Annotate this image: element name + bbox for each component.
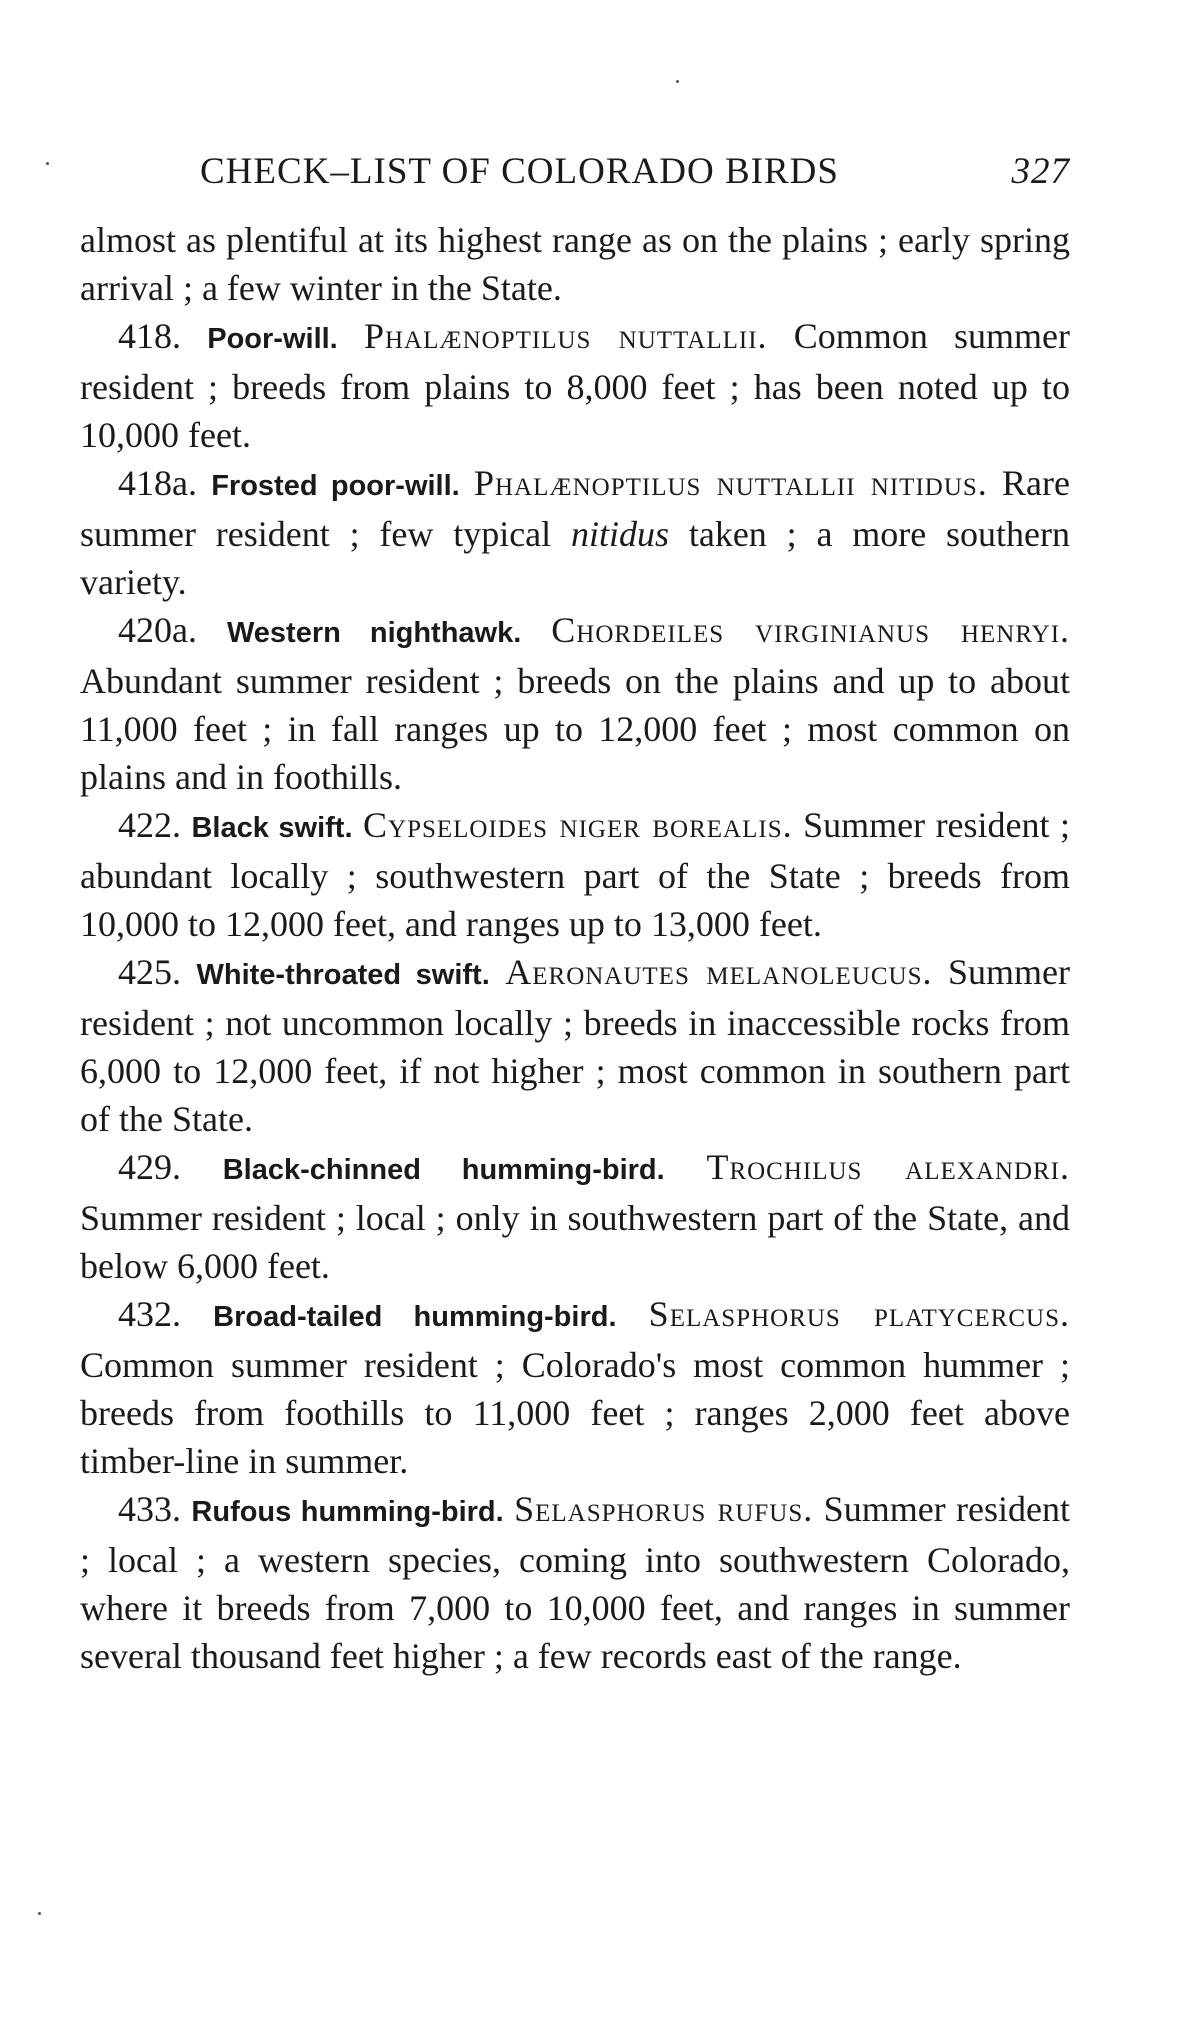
page-title: CHECK–LIST OF COLORADO BIRDS xyxy=(200,151,839,192)
species-entry-418 xyxy=(80,312,1070,459)
page-number: 327 xyxy=(1011,151,1070,192)
ink-speck xyxy=(676,80,679,83)
scientific-name: Cypseloides niger borealis. xyxy=(363,805,793,845)
italic-term: nitidus xyxy=(571,514,670,554)
species-entry-433 xyxy=(80,1485,1070,1680)
species-entry-420a xyxy=(80,606,1070,801)
continued-paragraph xyxy=(80,216,1070,312)
entry-description: Summer resident ; local ; only in southwestern part of the State, and below 6,000 feet. xyxy=(80,1198,1070,1286)
common-name: Western nighthawk. xyxy=(226,617,522,649)
entry-description-cont: taken ; a more southern variety. xyxy=(80,514,1071,602)
entry-number: 432. xyxy=(118,1294,181,1334)
common-name: Broad-tailed humming-bird. xyxy=(213,1301,617,1333)
scientific-name: Phalænoptilus nuttallii nitidus. xyxy=(473,463,988,503)
species-entry-418a xyxy=(80,459,1070,606)
intro-text: almost as plentiful at its highest range as on the plains ; early spring arrival ; a few winter in the State. xyxy=(80,220,1070,308)
common-name: Frosted poor-will. xyxy=(211,470,460,502)
common-name: White-throated swift. xyxy=(196,959,490,991)
species-entry-432 xyxy=(80,1290,1070,1485)
ink-speck xyxy=(38,1912,41,1915)
species-entry-425 xyxy=(80,948,1070,1143)
common-name: Black-chinned humming-bird. xyxy=(222,1154,665,1186)
common-name: Black swift. xyxy=(191,812,353,844)
entry-description: Abundant summer resident ; breeds on the plains and up to about 11,000 feet ; in fall ranges up to 12,000 feet ; most common on plains and in foothills. xyxy=(80,661,1070,797)
scientific-name: Chordeiles virginianus henryi. xyxy=(551,610,1071,650)
book-page xyxy=(80,150,1070,1680)
scientific-name: Trochilus alexandri. xyxy=(706,1147,1070,1187)
entry-description: Summer resident ; abundant locally ; southwestern part of the State ; breeds from 10,000 to 12,000 feet, and ranges up to 13,000 feet. xyxy=(80,805,1071,944)
common-name: Poor-will. xyxy=(207,323,338,355)
scientific-name: Selasphorus platycercus. xyxy=(648,1294,1071,1334)
entry-number: 425. xyxy=(118,952,181,992)
running-head xyxy=(80,150,1070,206)
entry-number: 429. xyxy=(118,1147,181,1187)
entry-description: Summer resident ; not uncommon locally ; breeds in inaccessible rocks from 6,000 to 12,000 feet, if not higher ; most common in southern part of the State. xyxy=(80,952,1071,1139)
entry-number: 420a. xyxy=(118,610,197,650)
species-entry-422 xyxy=(80,801,1070,948)
entry-description: Summer resident ; local ; a western species, coming into southwestern Colorado, where it breeds from 7,000 to 10,000 feet, and ranges in summer several thousand feet higher ; a few records east of the range. xyxy=(80,1489,1071,1676)
species-entry-429 xyxy=(80,1143,1070,1290)
entry-number: 433. xyxy=(118,1489,181,1529)
entry-description: Common summer resident ; Colorado's most common hummer ; breeds from foothills to 11,000 feet ; ranges 2,000 feet above timber-line in summer. xyxy=(80,1345,1070,1481)
entry-number: 418a. xyxy=(118,463,197,503)
scientific-name: Selasphorus rufus. xyxy=(514,1489,814,1529)
entry-number: 418. xyxy=(118,316,181,356)
scientific-name: Phalænoptilus nuttallii. xyxy=(363,316,768,356)
entry-number: 422. xyxy=(118,805,181,845)
scientific-name: Aeronautes melanoleucus. xyxy=(505,952,933,992)
entry-description: Common summer resident ; breeds from plains to 8,000 feet ; has been noted up to 10,000 feet. xyxy=(80,316,1071,455)
entry-description: Rare summer resident ; few typical xyxy=(80,463,1070,554)
common-name: Rufous humming-bird. xyxy=(191,1496,504,1528)
ink-speck xyxy=(46,162,49,165)
